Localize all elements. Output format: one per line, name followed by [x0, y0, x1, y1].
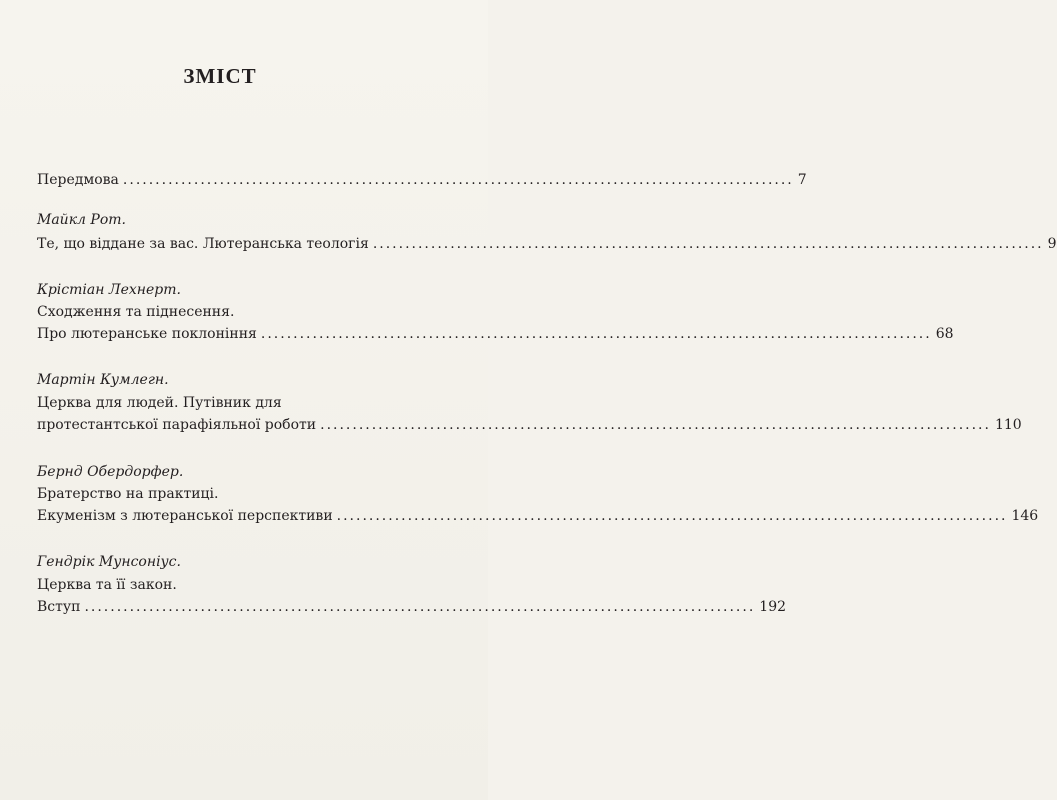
toc-title: Екуменізм з лютеранської перспективи [37, 508, 333, 524]
toc-page-number: 192 [759, 599, 787, 615]
toc-author: Майкл Рот. [37, 212, 126, 228]
toc-title-first-line: Церква та її закон. [37, 577, 177, 593]
toc-title: Вступ [37, 599, 81, 615]
toc-entry [37, 597, 787, 617]
leader-dots: ........................................................................................................ [122, 172, 794, 188]
toc-title-first-line: Сходження та піднесення. [37, 304, 235, 320]
leader-dots: ........................................................................................................ [320, 417, 991, 433]
toc-title-first-line: Церква для людей. Путівник для [37, 395, 282, 411]
leader-dots: ........................................................................................................ [336, 508, 1008, 524]
toc-entry [37, 506, 1039, 526]
toc-entry [37, 324, 954, 344]
toc-page-number: 146 [1011, 508, 1039, 524]
toc-title: протестантської парафіяльної роботи [37, 417, 317, 433]
toc-page-number: 7 [797, 172, 807, 188]
leader-dots: ........................................................................................................ [260, 326, 932, 342]
leader-dots: ........................................................................................................ [372, 236, 1044, 252]
toc-author: Крістіан Лехнерт. [37, 282, 181, 298]
toc-title: Про лютеранське поклоніння [37, 326, 257, 342]
toc-page-number: 9 [1047, 236, 1057, 252]
toc-page-number: 68 [935, 326, 954, 342]
toc-author: Мартін Кумлегн. [37, 372, 169, 388]
toc-author: Бернд Обердорфер. [37, 464, 184, 480]
leader-dots: ........................................................................................................ [84, 599, 756, 615]
toc-title: Передмова [37, 172, 119, 188]
toc-heading: ЗМІСТ [183, 64, 257, 88]
toc-entry-preface [37, 170, 807, 190]
toc-title-first-line: Братерство на практиці. [37, 486, 219, 502]
toc-entry [37, 415, 1022, 435]
toc-page-number: 110 [994, 417, 1022, 433]
toc-entry [37, 234, 1057, 254]
toc-title: Те, що віддане за вас. Лютеранська теологія [37, 236, 369, 252]
toc-author: Гендрік Мунсоніус. [37, 554, 181, 570]
